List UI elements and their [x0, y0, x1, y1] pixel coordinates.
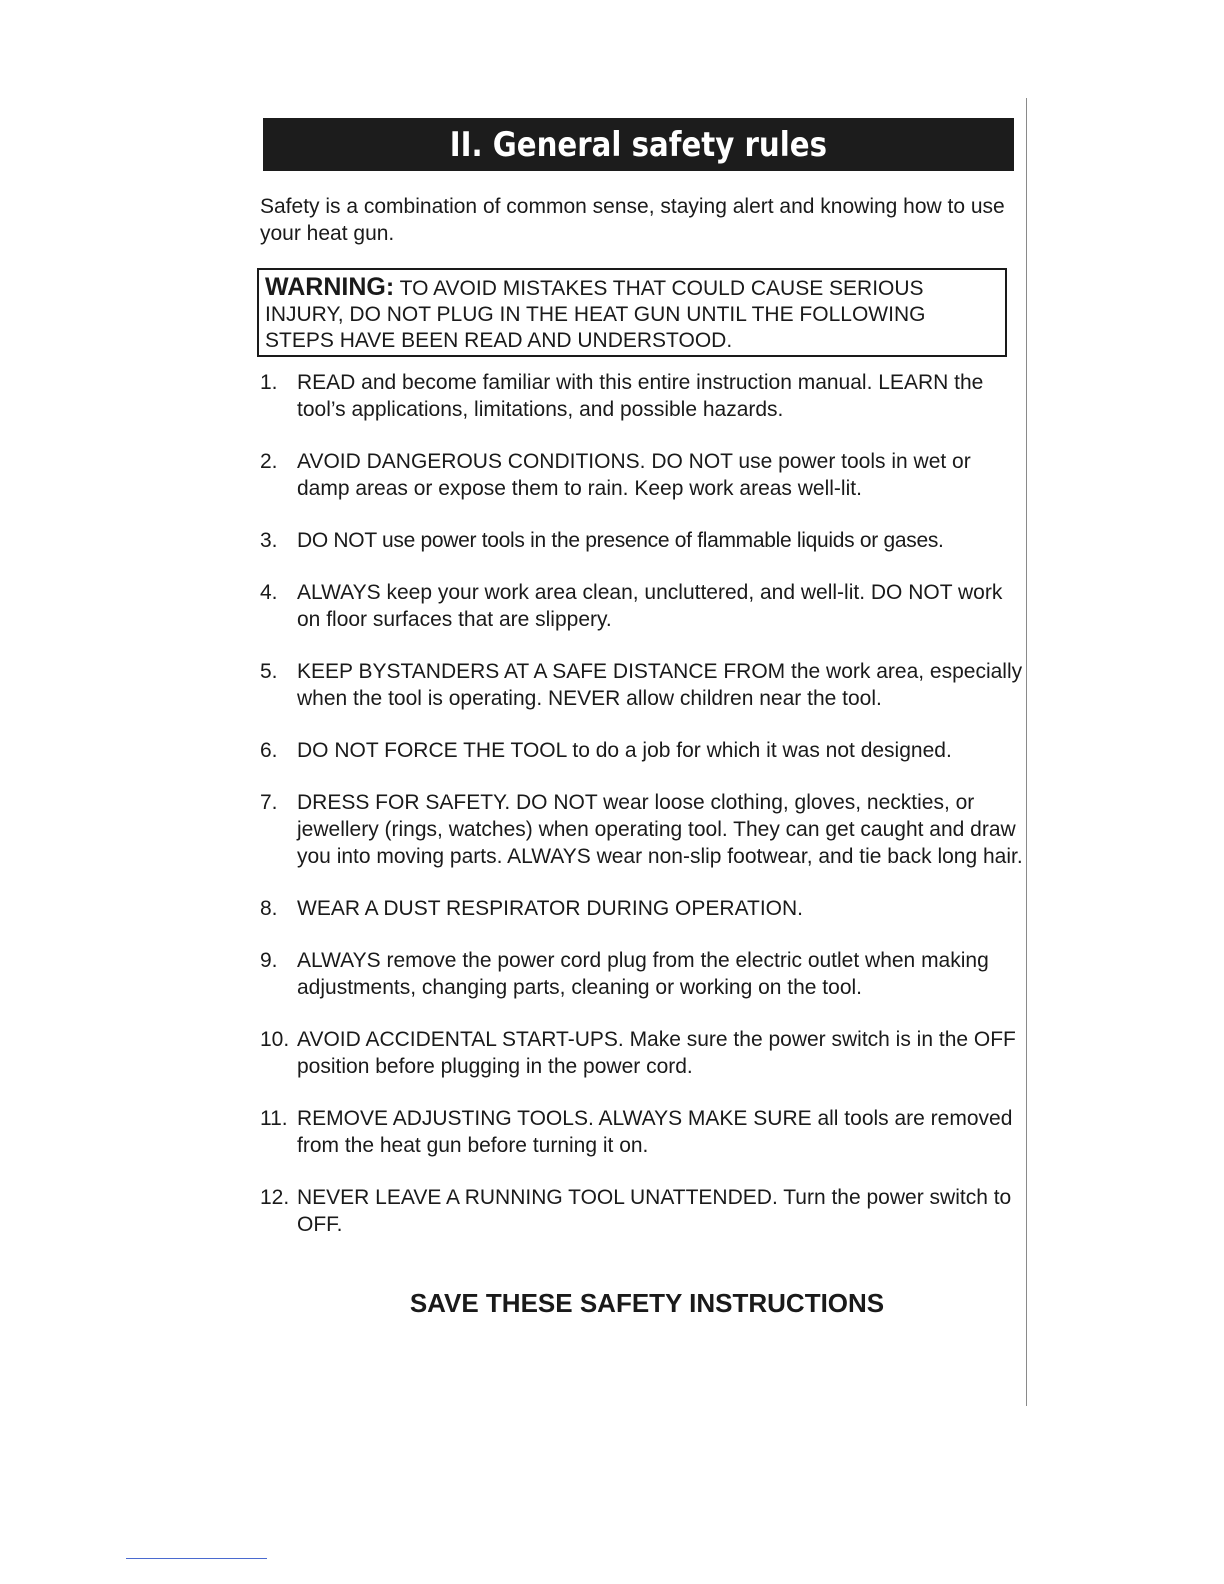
rule-number: 3. — [260, 529, 278, 552]
rule-text: NEVER LEAVE A RUNNING TOOL UNATTENDED. Turn the power switch to OFF. — [297, 1186, 1012, 1236]
rule-text: DRESS FOR SAFETY. DO NOT wear loose clothing, gloves, neckties, or jewellery (rings, watches) when operating tool. They can get caught and draw you into moving parts. ALWAYS wear non-slip footwear, and tie back long hair. — [297, 791, 1023, 868]
list-item — [260, 448, 1024, 502]
rule-text: ALWAYS remove the power cord plug from the electric outlet when making adjustments, changing parts, cleaning or working on the tool. — [297, 949, 989, 999]
rule-text: REMOVE ADJUSTING TOOLS. ALWAYS MAKE SURE all tools are removed from the heat gun before turning it on. — [297, 1107, 1013, 1157]
closing-statement: SAVE THESE SAFETY INSTRUCTIONS — [409, 1288, 885, 1318]
rule-number: 2. — [260, 450, 278, 473]
rule-number: 8. — [260, 897, 278, 920]
warning-label: WARNING: — [265, 273, 395, 301]
list-item — [260, 895, 1024, 922]
warning-box — [257, 268, 1007, 357]
rule-number: 7. — [260, 791, 278, 814]
rule-text: DO NOT use power tools in the presence of flammable liquids or gases. — [297, 529, 944, 552]
footnote-rule — [126, 1558, 267, 1559]
section-heading-text: II. General safety rules — [449, 124, 828, 165]
rule-number: 4. — [260, 581, 278, 604]
rule-number: 9. — [260, 949, 278, 972]
list-item — [260, 579, 1024, 633]
list-item — [260, 1105, 1024, 1159]
list-item — [260, 947, 1024, 1001]
rule-text: READ and become familiar with this entire instruction manual. LEARN the tool’s applications, limitations, and possible hazards. — [297, 371, 984, 421]
list-item — [260, 369, 1024, 423]
list-item — [260, 527, 1024, 554]
rule-number: 5. — [260, 660, 278, 683]
safety-rules-list — [260, 369, 1024, 1238]
rule-text: ALWAYS keep your work area clean, uncluttered, and well-lit. DO NOT work on floor surfaces that are slippery. — [297, 581, 1003, 631]
list-item — [260, 789, 1024, 870]
page-edge-rule — [1026, 98, 1027, 1406]
rule-number: 11. — [260, 1107, 288, 1130]
list-item — [260, 1184, 1024, 1238]
rule-number: 10. — [260, 1028, 290, 1051]
rule-text: AVOID DANGEROUS CONDITIONS. DO NOT use power tools in wet or damp areas or expose them to rain. Keep work areas well-lit. — [297, 450, 971, 500]
page-content — [260, 118, 1024, 1319]
rule-number: 1. — [260, 371, 278, 394]
list-item — [260, 658, 1024, 712]
section-heading — [263, 118, 1014, 171]
list-item — [260, 1026, 1024, 1080]
rule-text: WEAR A DUST RESPIRATOR DURING OPERATION. — [297, 897, 804, 920]
warning-text: TO AVOID MISTAKES THAT COULD CAUSE SERIOUS INJURY, DO NOT PLUG IN THE HEAT GUN UNTIL THE FOLLOWING STEPS HAVE BEEN READ AND UNDERSTOOD. — [265, 277, 926, 352]
list-item — [260, 737, 1024, 764]
rule-number: 6. — [260, 739, 278, 762]
rule-text: KEEP BYSTANDERS AT A SAFE DISTANCE FROM the work area, especially when the tool is operating. NEVER allow children near the tool. — [297, 660, 1023, 710]
intro-paragraph: Safety is a combination of common sense, staying alert and knowing how to use your heat gun. — [260, 195, 1005, 245]
rule-number: 12. — [260, 1186, 290, 1209]
rule-text: AVOID ACCIDENTAL START-UPS. Make sure the power switch is in the OFF position before plugging in the power cord. — [297, 1028, 1016, 1078]
rule-text: DO NOT FORCE THE TOOL to do a job for which it was not designed. — [297, 739, 952, 762]
